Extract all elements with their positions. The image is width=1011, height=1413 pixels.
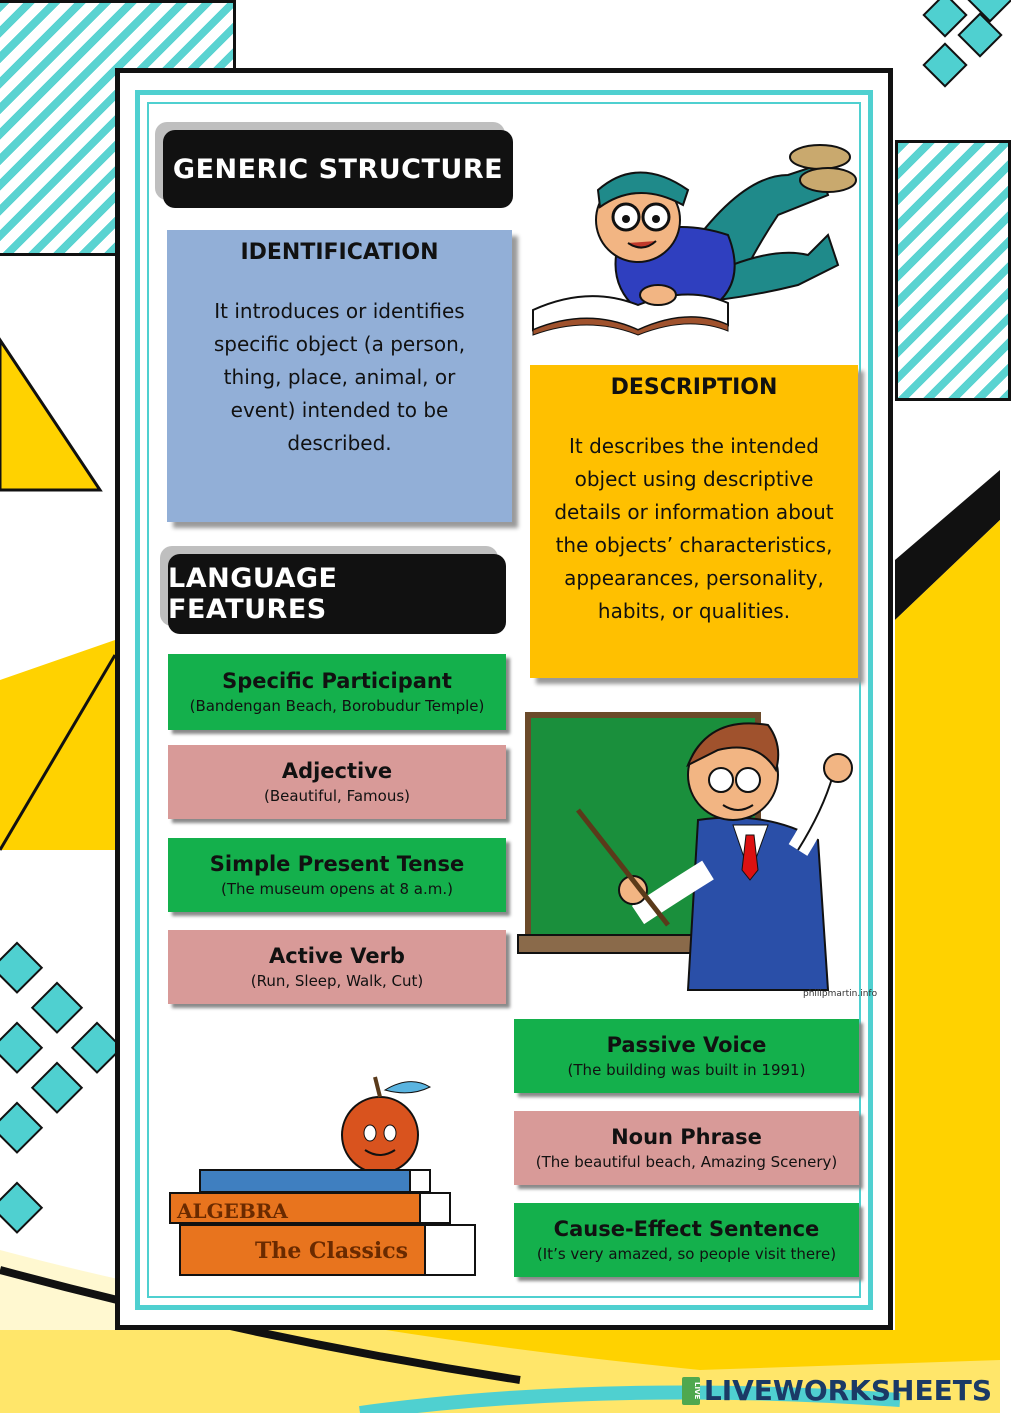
feature-example: (The building was built in 1991) <box>567 1061 806 1079</box>
feature-example: (Bandengan Beach, Borobudur Temple) <box>189 697 485 715</box>
feature-title: Passive Voice <box>606 1033 767 1057</box>
feature-active-verb <box>168 930 506 1004</box>
feature-title: Active Verb <box>269 944 405 968</box>
feature-adjective <box>168 745 506 819</box>
feature-title: Simple Present Tense <box>209 852 465 876</box>
identification-box <box>167 230 512 522</box>
teal-checker-bottom-left <box>0 943 122 1232</box>
identification-heading: IDENTIFICATION <box>240 240 439 265</box>
description-box <box>530 365 858 678</box>
feature-title: Adjective <box>281 759 393 783</box>
feature-example: (Beautiful, Famous) <box>263 787 410 805</box>
feature-title: Specific Participant <box>222 669 452 693</box>
liveworksheets-logo[interactable] <box>682 1374 992 1407</box>
generic-structure-title <box>163 130 513 208</box>
feature-title: Cause-Effect Sentence <box>553 1217 820 1241</box>
identification-text: It introduces or identifies specific object (a person, thing, place, animal, or event) intended to be described. <box>213 299 466 455</box>
teal-checker-top-right <box>924 0 1011 86</box>
description-heading: DESCRIPTION <box>610 375 778 400</box>
feature-example: (The museum opens at 8 a.m.) <box>221 880 453 898</box>
book-title-algebra: ALGEBRA <box>177 1199 288 1223</box>
language-features-title-text: LANGUAGE FEATURES <box>168 563 338 625</box>
feature-passive-voice <box>514 1019 859 1093</box>
liveworksheets-logo-icon: LIVE <box>682 1377 700 1405</box>
books-apple-illustration <box>165 1075 485 1280</box>
feature-simple-present-tense <box>168 838 506 912</box>
generic-structure-title-text: GENERIC STRUCTURE <box>172 153 504 185</box>
feature-example: (The beautiful beach, Amazing Scenery) <box>535 1153 838 1171</box>
language-features-title <box>168 554 506 634</box>
teacher-chalkboard-illustration <box>518 700 878 1000</box>
liveworksheets-logo-text: LIVEWORKSHEETS <box>703 1374 992 1407</box>
feature-example: (Run, Sleep, Walk, Cut) <box>250 972 424 990</box>
description-text: It describes the intended object using descriptive details or information about the objects’ characteristics, appearances, personality, habits, or qualities. <box>554 434 834 623</box>
reading-boy-illustration <box>528 135 853 350</box>
teacher-credit: philipmartin.info <box>803 989 878 999</box>
feature-specific-participant <box>168 654 506 730</box>
feature-example: (It’s very amazed, so people visit there) <box>536 1245 837 1263</box>
feature-title: Noun Phrase <box>611 1125 762 1149</box>
yellow-block-right <box>895 520 1000 1330</box>
feature-cause-effect-sentence <box>514 1203 859 1277</box>
book-title-classics: The Classics <box>255 1238 409 1264</box>
feature-noun-phrase <box>514 1111 859 1185</box>
